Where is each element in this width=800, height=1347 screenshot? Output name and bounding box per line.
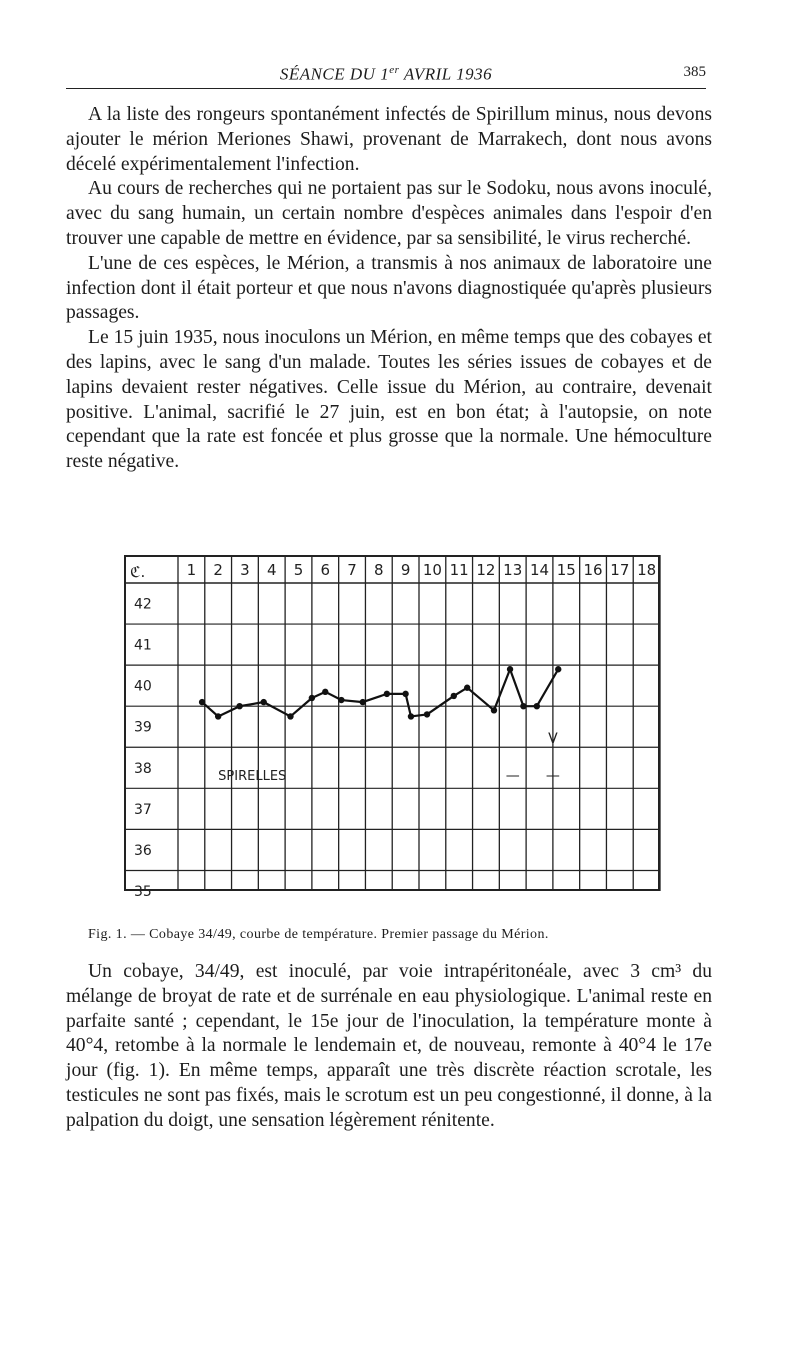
x-tick-label: 12 xyxy=(476,561,496,579)
y-tick-label: 42 xyxy=(134,596,152,613)
temperature-point xyxy=(424,711,430,717)
y-tick-label: 40 xyxy=(134,678,152,695)
chart-grid xyxy=(124,555,660,891)
temperature-point xyxy=(534,703,540,709)
page-number: 385 xyxy=(683,64,706,80)
x-tick-label: 8 xyxy=(374,561,384,579)
temperature-chart xyxy=(124,555,660,900)
y-tick-label: 38 xyxy=(134,760,152,777)
paragraph: L'une de ces espèces, le Mérion, a transmis à nos animaux de laboratoire une infection dont il était porteur et que nous n'avons diagnostiquée qu'après plusieurs passages. xyxy=(66,252,712,324)
temperature-point xyxy=(451,693,457,699)
body-text-bottom xyxy=(66,960,712,1134)
x-tick-label: 10 xyxy=(422,561,442,579)
x-tick-label: 17 xyxy=(610,561,630,579)
x-tick-label: 5 xyxy=(293,561,304,579)
chart-labels xyxy=(130,561,656,900)
temperature-point xyxy=(520,703,526,709)
temperature-point xyxy=(360,699,366,705)
temperature-point xyxy=(287,713,293,719)
temperature-point xyxy=(215,713,221,719)
x-tick-label: 4 xyxy=(266,561,277,579)
temperature-line xyxy=(202,669,558,716)
chart-annotation: SPIRELLES xyxy=(218,769,287,785)
y-tick-label: 35 xyxy=(134,884,152,900)
temperature-point xyxy=(322,689,328,695)
temperature-point xyxy=(338,697,344,703)
chart-annotation: — xyxy=(545,768,560,785)
temperature-point xyxy=(464,685,470,691)
y-tick-label: 41 xyxy=(134,637,152,654)
x-tick-label: 11 xyxy=(449,561,469,579)
x-tick-label: 2 xyxy=(213,561,223,579)
temperature-point xyxy=(507,666,513,672)
temperature-point xyxy=(260,699,266,705)
temperature-point xyxy=(402,691,408,697)
x-tick-label: 7 xyxy=(347,561,357,579)
x-tick-label: 9 xyxy=(400,561,411,579)
figure-caption: Fig. 1. — Cobaye 34/49, courbe de température. Premier passage du Mérion. xyxy=(88,927,549,942)
paragraph: Le 15 juin 1935, nous inoculons un Mérion, en même temps que des cobayes et des lapins, avec le sang d'un malade. Toutes les séries issues de cobayes et de lapins devaient rester négatives. Celle issue du Mérion, au contraire, devenait positive. L'animal, sacrifié le 27 juin, est en bon état; à l'autopsie, on note cependant que la rate est foncée et plus grosse que la normale. Une hémoculture reste négative. xyxy=(66,327,712,473)
x-tick-label: 1 xyxy=(186,561,197,579)
paragraph: Au cours de recherches qui ne portaient pas sur le Sodoku, nous avons inoculé, avec du sang humain, un certain nombre d'espèces animales dans l'espoir d'en trouver une capable de mettre en évidence, par sa sensibilité, le virus recherché. xyxy=(66,178,712,249)
x-tick-label: 15 xyxy=(556,561,576,579)
x-tick-label: 18 xyxy=(637,561,657,579)
y-tick-label: 39 xyxy=(134,719,152,736)
paragraph: A la liste des rongeurs spontanément infectés de Spirillum minus, nous devons ajouter le mérion Meriones Shawi, provenant de Marrakech, dont nous avons décelé expérimentalement l'infection. xyxy=(66,104,712,175)
temperature-point xyxy=(309,695,315,701)
x-tick-label: 16 xyxy=(583,561,603,579)
x-tick-label: 6 xyxy=(320,561,331,579)
paragraph: Un cobaye, 34/49, est inoculé, par voie intrapéritonéale, avec 3 cm³ du mélange de broyat de rate et de surrénale en eau physiologique. L'animal reste en parfaite santé ; cependant, le 15e jour de l'inoculation, la température monte à 40°4, retombe à la normale le lendemain et, de nouveau, remonte à 40°4 le 17e jour (fig. 1). En même temps, apparaît une très discrète réaction scrotale, les testicules ne sont pas fixés, mais le scrotum est un peu congestionné, il donne, à la palpation du doigt, une sensation légèrement rénitente. xyxy=(66,961,712,1131)
temperature-point xyxy=(491,707,497,713)
body-text-top xyxy=(66,103,712,475)
running-title: SÉANCE DU 1er AVRIL 1936 xyxy=(279,64,493,84)
x-tick-label: 3 xyxy=(240,561,250,579)
corner-label: ℭ. xyxy=(130,563,146,581)
temperature-point xyxy=(199,699,205,705)
temperature-point xyxy=(384,691,390,697)
y-tick-label: 37 xyxy=(134,801,152,818)
chart-annotation: — xyxy=(505,768,520,785)
temperature-point xyxy=(555,666,561,672)
temperature-point xyxy=(236,703,242,709)
temperature-point xyxy=(408,713,414,719)
chart-annotation: V xyxy=(548,731,558,748)
y-tick-label: 36 xyxy=(134,842,152,859)
chart-annotations xyxy=(218,731,560,784)
temperature-curve xyxy=(199,666,562,720)
x-tick-label: 14 xyxy=(529,561,550,579)
running-head xyxy=(66,60,706,89)
x-tick-label: 13 xyxy=(503,561,523,579)
